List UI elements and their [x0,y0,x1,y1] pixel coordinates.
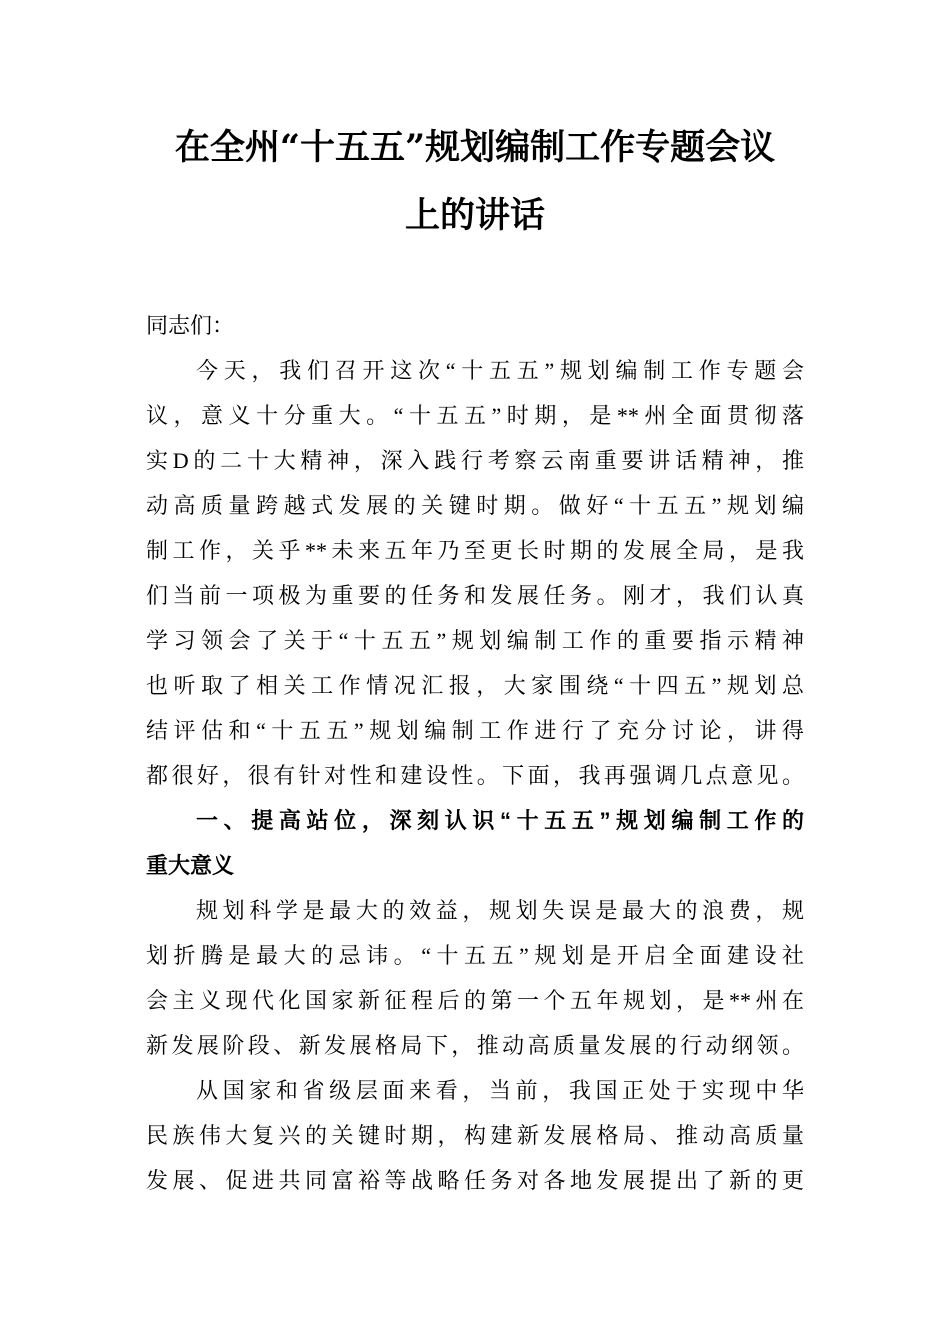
document-title [0,114,950,250]
title-line-1: 在全州“十五五”规划编制工作专题会议 [174,127,776,168]
text-line: 动高质量跨越式发展的关键时期。做好“十五五”规划编 [146,493,804,518]
text-line: 会主义现代化国家新征程后的第一个五年规划，是**州在 [146,988,804,1013]
text-line: 结评估和“十五五”规划编制工作进行了充分讨论，讲得 [146,718,804,743]
paragraph [146,1068,804,1203]
text-line: 规划科学是最大的效益，规划失误是最大的浪费，规 [196,898,804,923]
title-line-2: 上的讲话 [404,195,545,236]
text-line: 发展、促进共同富裕等战略任务对各地发展提出了新的更 [146,1168,804,1193]
text-line: 一、提高站位，深刻认识“十五五”规划编制工作的 [196,808,804,833]
greeting: 同志们： [146,313,235,338]
text-line: 议，意义十分重大。“十五五”时期，是**州全面贯彻落 [146,403,804,428]
text-line: 们当前一项极为重要的任务和发展任务。刚才，我们认真 [146,583,804,608]
text-line: 都很好，很有针对性和建设性。下面，我再强调几点意见。 [146,763,804,788]
text-line: 制工作，关乎**未来五年乃至更长时期的发展全局，是我 [146,538,804,563]
text-line: 从国家和省级层面来看，当前，我国正处于实现中华 [196,1078,804,1103]
section-heading [146,798,804,888]
text-line: 学习领会了关于“十五五”规划编制工作的重要指示精神 [146,628,804,653]
document-body [146,303,804,1203]
text-line: 重大意义 [146,853,235,878]
text-line: 实D的二十大精神，深入践行考察云南重要讲话精神，推 [146,448,804,473]
text-line: 新发展阶段、新发展格局下，推动高质量发展的行动纲领。 [146,1033,804,1058]
paragraph [146,348,804,798]
text-line: 也听取了相关工作情况汇报，大家围绕“十四五”规划总 [146,673,804,698]
text-line: 划折腾是最大的忌讳。“十五五”规划是开启全面建设社 [146,943,804,968]
text-line: 今天，我们召开这次“十五五”规划编制工作专题会 [196,358,804,383]
text-line: 民族伟大复兴的关键时期，构建新发展格局、推动高质量 [146,1123,804,1148]
paragraph [146,888,804,1068]
